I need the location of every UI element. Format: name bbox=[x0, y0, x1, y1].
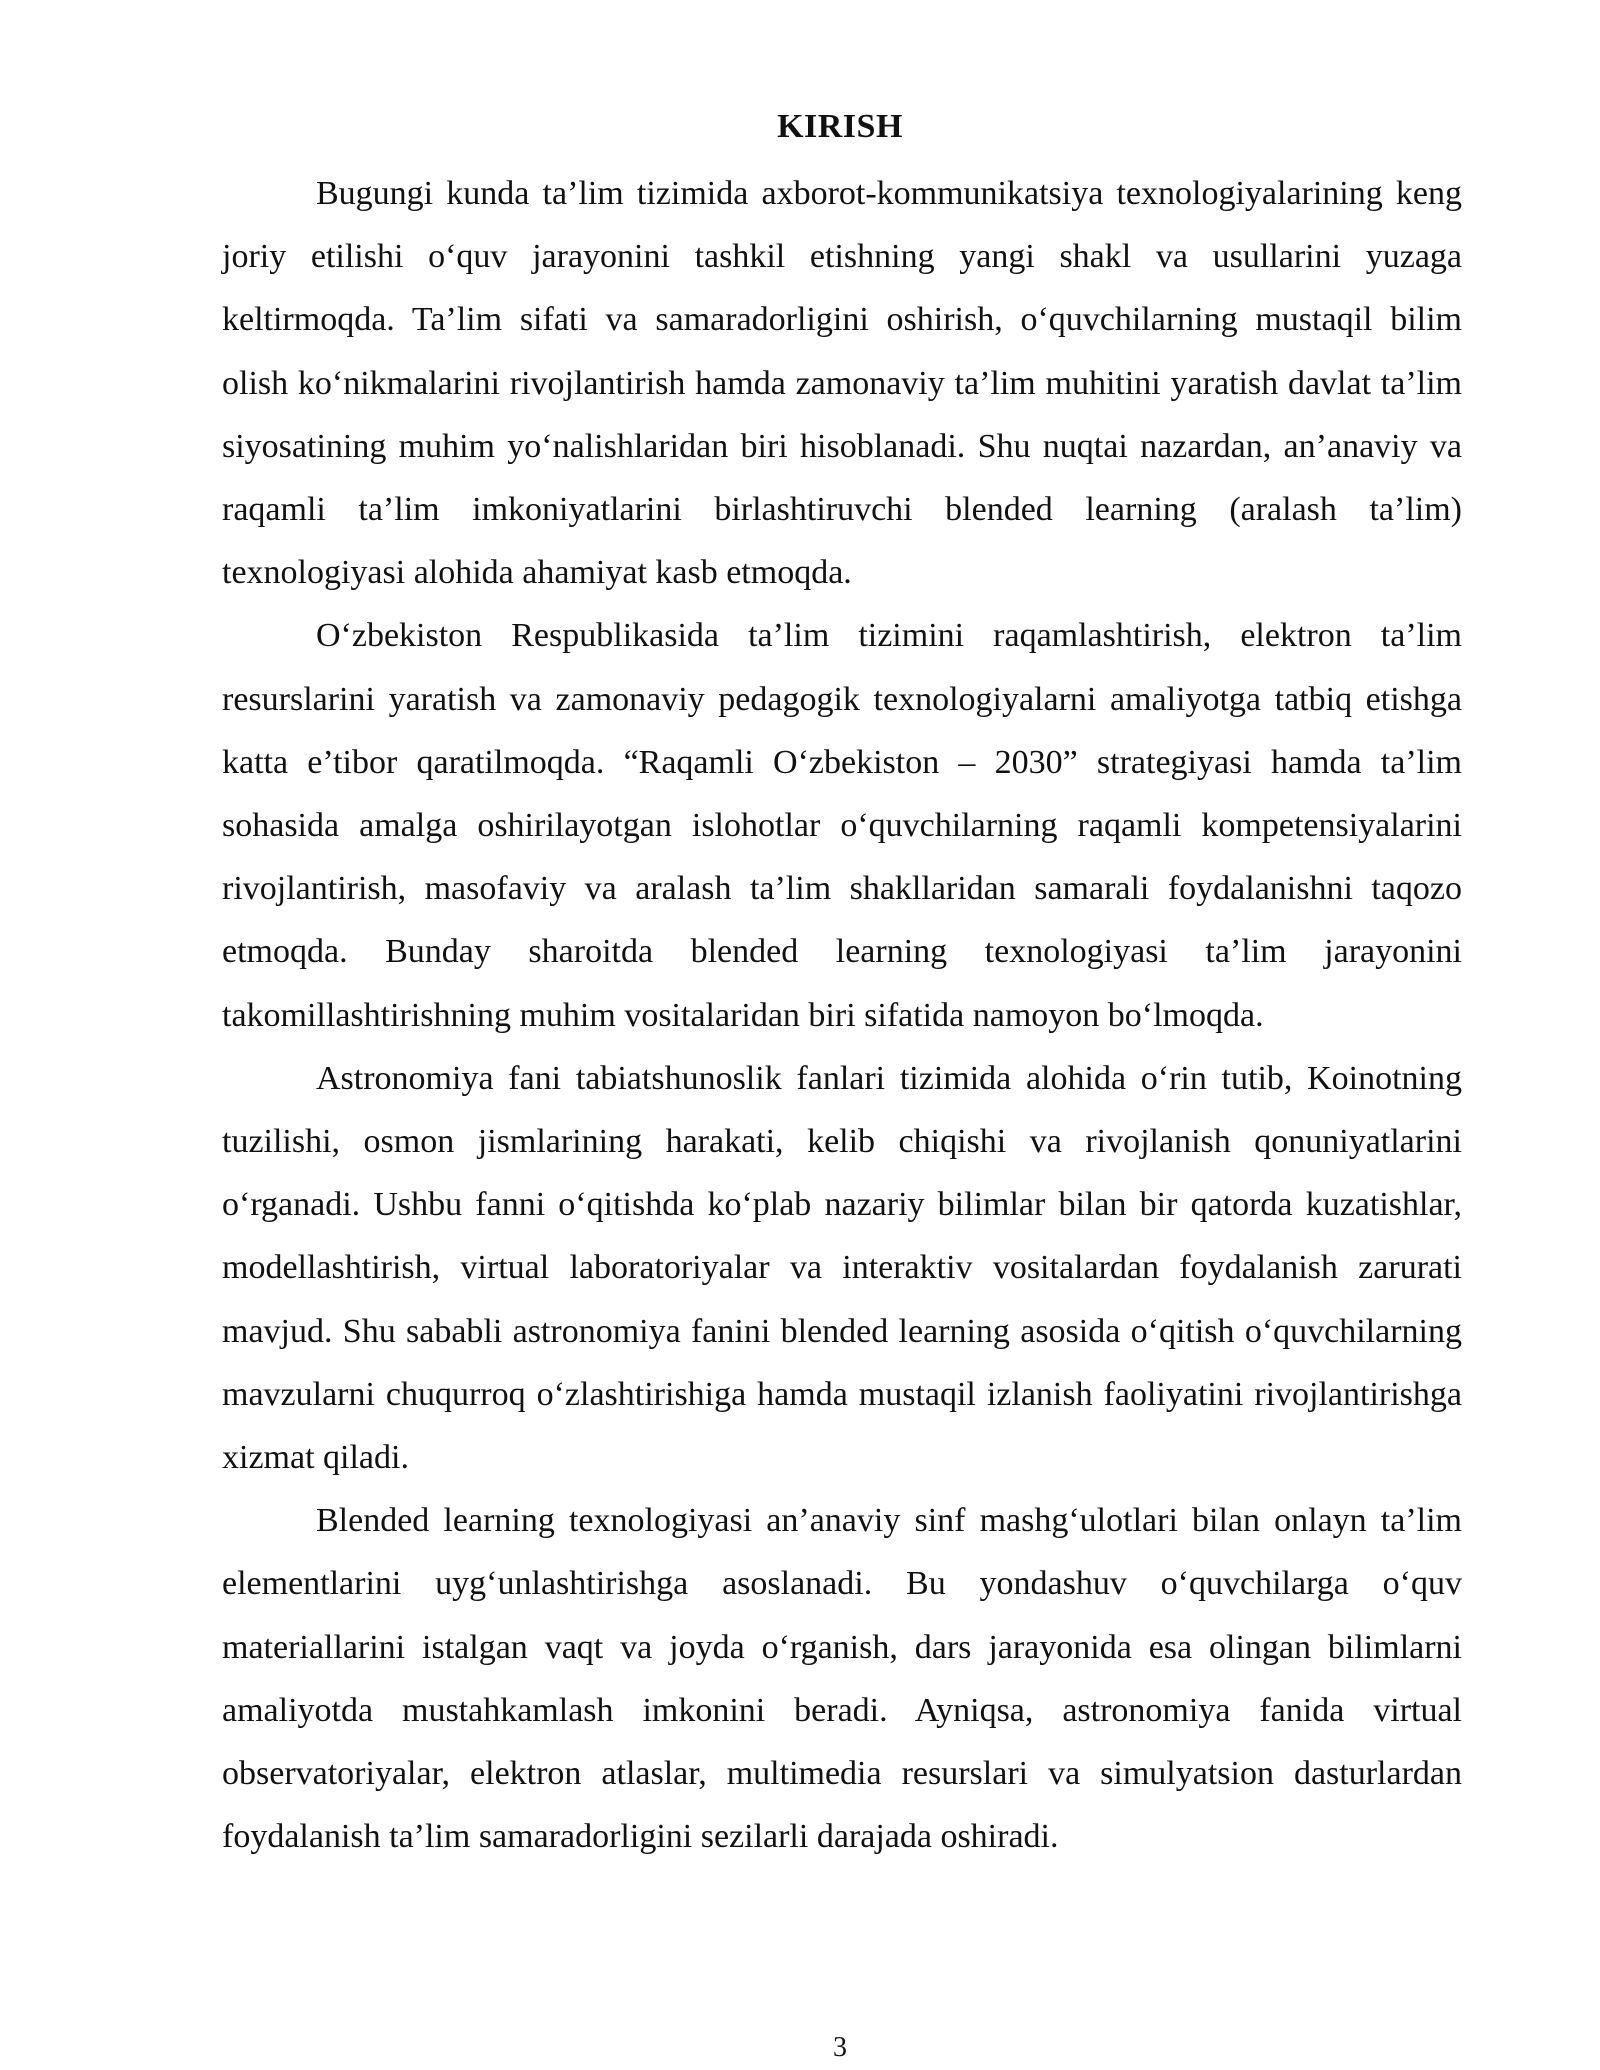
paragraph-4: Blended learning texnologiyasi an’anaviy sinf mashg‘ulotlari bilan onlayn ta’lim elementlarini uyg‘unlashtirishga asoslanadi. Bu yondashuv o‘quvchilarga o‘quv materiallarini istalgan vaqt va joyda o‘rganish, dars jarayonida esa olingan bilimlarni amaliyotda mustahkamlash imkonini beradi. Ayniqsa, astronomiya fanida virtual observatoriyalar, elektron atlaslar, multimedia resurslari va simulyatsion dasturlardan foydalanish ta’lim samaradorligini sezilarli darajada oshiradi. bbox=[222, 1502, 1462, 1856]
paragraph-3: Astronomiya fani tabiatshunoslik fanlari tizimida alohida o‘rin tutib, Koinotning tuzilishi, osmon jismlarining harakati, kelib chiqishi va rivojlanish qonuniyatlarini o‘rganadi. Ushbu fanni o‘qitishda ko‘plab nazariy bilimlar bilan bir qatorda kuzatishlar, modellashtirish, virtual laboratoriyalar va interaktiv vositalardan foydalanish zarurati mavjud. Shu sababli astronomiya fanini blended learning asosida o‘qitish o‘quvchilarning mavzularni chuqurroq o‘zlashtirishiga hamda mustaqil izlanish faoliyatini rivojlantirishga xizmat qiladi. bbox=[222, 1059, 1462, 1477]
body-text bbox=[222, 162, 1462, 1868]
page-number: 3 bbox=[833, 2032, 847, 2063]
section-heading: KIRISH bbox=[777, 108, 903, 145]
paragraph-1: Bugungi kunda ta’lim tizimida axborot-kommunikatsiya texnologiyalarining keng joriy etilishi o‘quv jarayonini tashkil etishning yangi shakl va usullarini yuzaga keltirmoqda. Ta’lim sifati va samaradorligini oshirish, o‘quvchilarning mustaqil bilim olish ko‘nikmalarini rivojlantirish hamda zamonaviy ta’lim muhitini yaratish davlat ta’lim siyosatining muhim yo‘nalishlaridan biri hisoblanadi. Shu nuqtai nazardan, an’anaviy va raqamli ta’lim imkoniyatlarini birlashtiruvchi blended learning (aralash ta’lim) texnologiyasi alohida ahamiyat kasb etmoqda. bbox=[222, 175, 1462, 592]
paragraph-2: O‘zbekiston Respublikasida ta’lim tizimini raqamlashtirish, elektron ta’lim resurslarini yaratish va zamonaviy pedagogik texnologiyalarni amaliyotga tatbiq etishga katta e’tibor qaratilmoqda. “Raqamli O‘zbekiston – 2030” strategiyasi hamda ta’lim sohasida amalga oshirilayotgan islohotlar o‘quvchilarning raqamli kompetensiyalarini rivojlantirish, masofaviy va aralash ta’lim shakllaridan samarali foydalanishni taqozo etmoqda. Bunday sharoitda blended learning texnologiyasi ta’lim jarayonini takomillashtirishning muhim vositalaridan biri sifatida namoyon bo‘lmoqda. bbox=[222, 617, 1462, 1034]
